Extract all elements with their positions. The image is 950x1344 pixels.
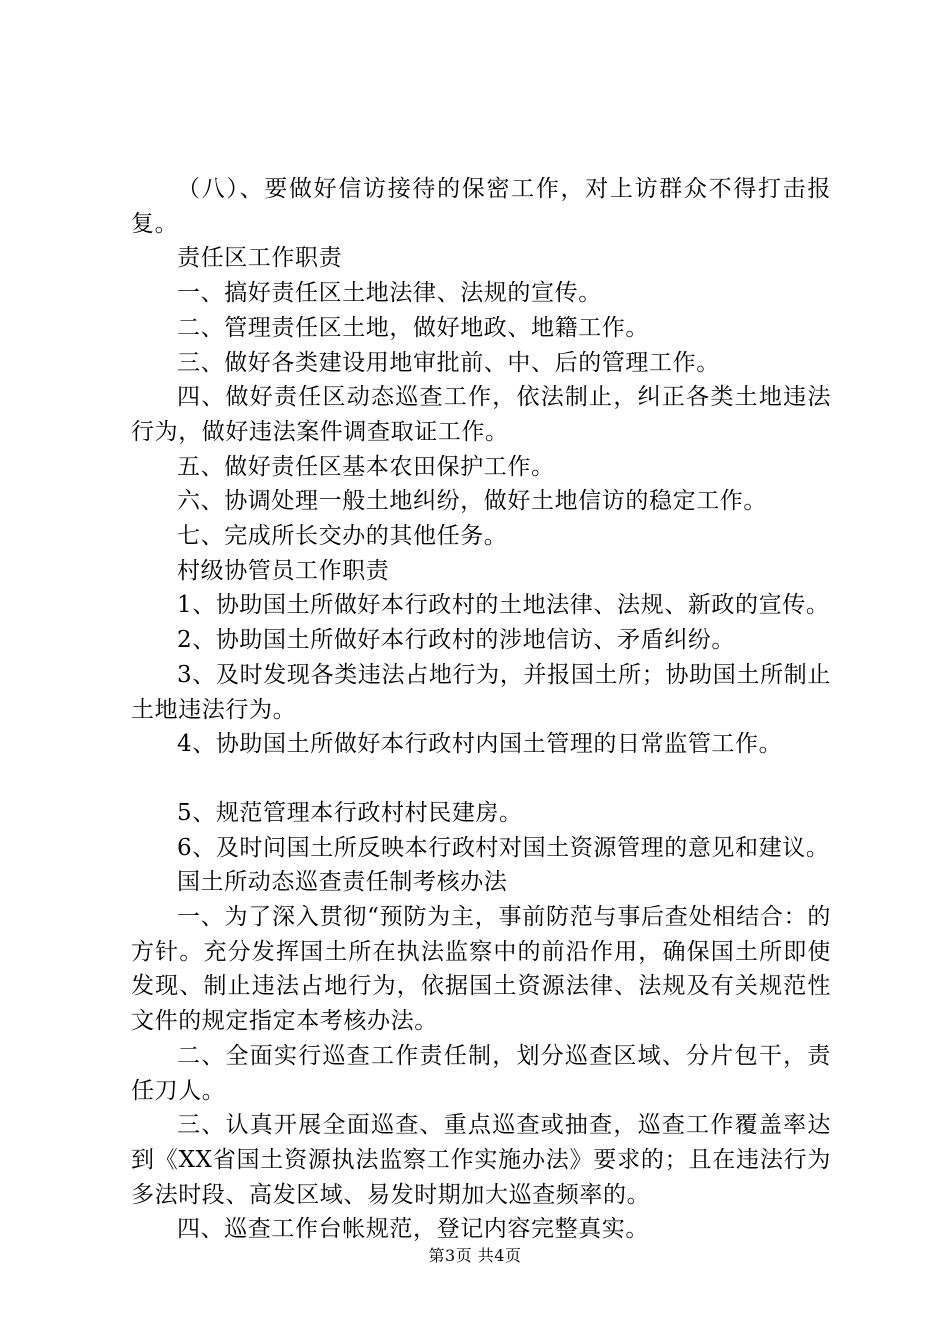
paragraph-assessment-1: 一、为了深入贯彻“预防为主，事前防范与事后查处相结合：的方针。充分发挥国土所在执法监察中的前沿作用，确保国土所即使发现、制止违法占地行为，依据国土资源法律、法规及有关规范性文件的规定指定本考核办法。 <box>131 904 831 1035</box>
paragraph-duty-2: 二、管理责任区土地，做好地政、地籍工作。 <box>177 314 649 341</box>
paragraph-assessment-2: 二、全面实行巡查工作责任制，划分巡查区域、分片包干，责任刀人。 <box>131 1042 831 1104</box>
paragraph-assistant-3: 3、及时发现各类违法占地行为，并报国土所；协助国土所制止土地违法行为。 <box>131 661 831 723</box>
document-body <box>131 172 831 1247</box>
paragraph-duty-4: 四、做好责任区动态巡查工作，依法制止，纠正各类土地违法行为，做好违法案件调查取证工作。 <box>131 384 831 445</box>
paragraph-assistant-4: 4、协助国土所做好本行政村内国土管理的日常监管工作。 <box>177 731 783 758</box>
paragraph-duty-6: 六、协调处理一般土地纠纷，做好土地信访的稳定工作。 <box>177 488 767 515</box>
paragraph-duty-1: 一、搞好责任区土地法律、法规的宣传。 <box>177 280 602 307</box>
heading-responsibility-zone-duties: 责任区工作职责 <box>177 245 343 272</box>
paragraph-assistant-6: 6、及时问国土所反映本行政村对国土资源管理的意见和建议。 <box>177 834 830 861</box>
paragraph-assistant-5: 5、规范管理本行政村村民建房。 <box>177 799 523 826</box>
heading-village-assistant-duties: 村级协管员工作职责 <box>177 557 390 584</box>
paragraph-confidentiality: （八）、要做好信访接待的保密工作，对上访群众不得打击报复。 <box>131 176 831 237</box>
paragraph-assessment-3: 三、认真开展全面巡查、重点巡查或抽查，巡查工作覆盖率达到《XX省国土资源执法监察工作实施办法》要求的；且在违法行为多法时段、高发区域、易发时期加大巡查频率的。 <box>131 1112 831 1208</box>
heading-patrol-assessment: 国土所动态巡查责任制考核办法 <box>177 869 508 896</box>
page-number-footer: 第3页 共4页 <box>428 1246 522 1265</box>
paragraph-duty-5: 五、做好责任区基本农田保护工作。 <box>177 453 555 480</box>
paragraph-assistant-2: 2、协助国土所做好本行政村的涉地信访、矛盾纠纷。 <box>177 627 736 654</box>
paragraph-assessment-4: 四、巡查工作台帐规范，登记内容完整真实。 <box>177 1216 649 1243</box>
paragraph-assistant-1: 1、协助国土所做好本行政村的土地法律、法规、新政的宣传。 <box>177 592 830 619</box>
blank-line <box>131 762 831 796</box>
paragraph-duty-3: 三、做好各类建设用地审批前、中、后的管理工作。 <box>177 349 720 376</box>
paragraph-duty-7: 七、完成所长交办的其他任务。 <box>177 523 508 550</box>
